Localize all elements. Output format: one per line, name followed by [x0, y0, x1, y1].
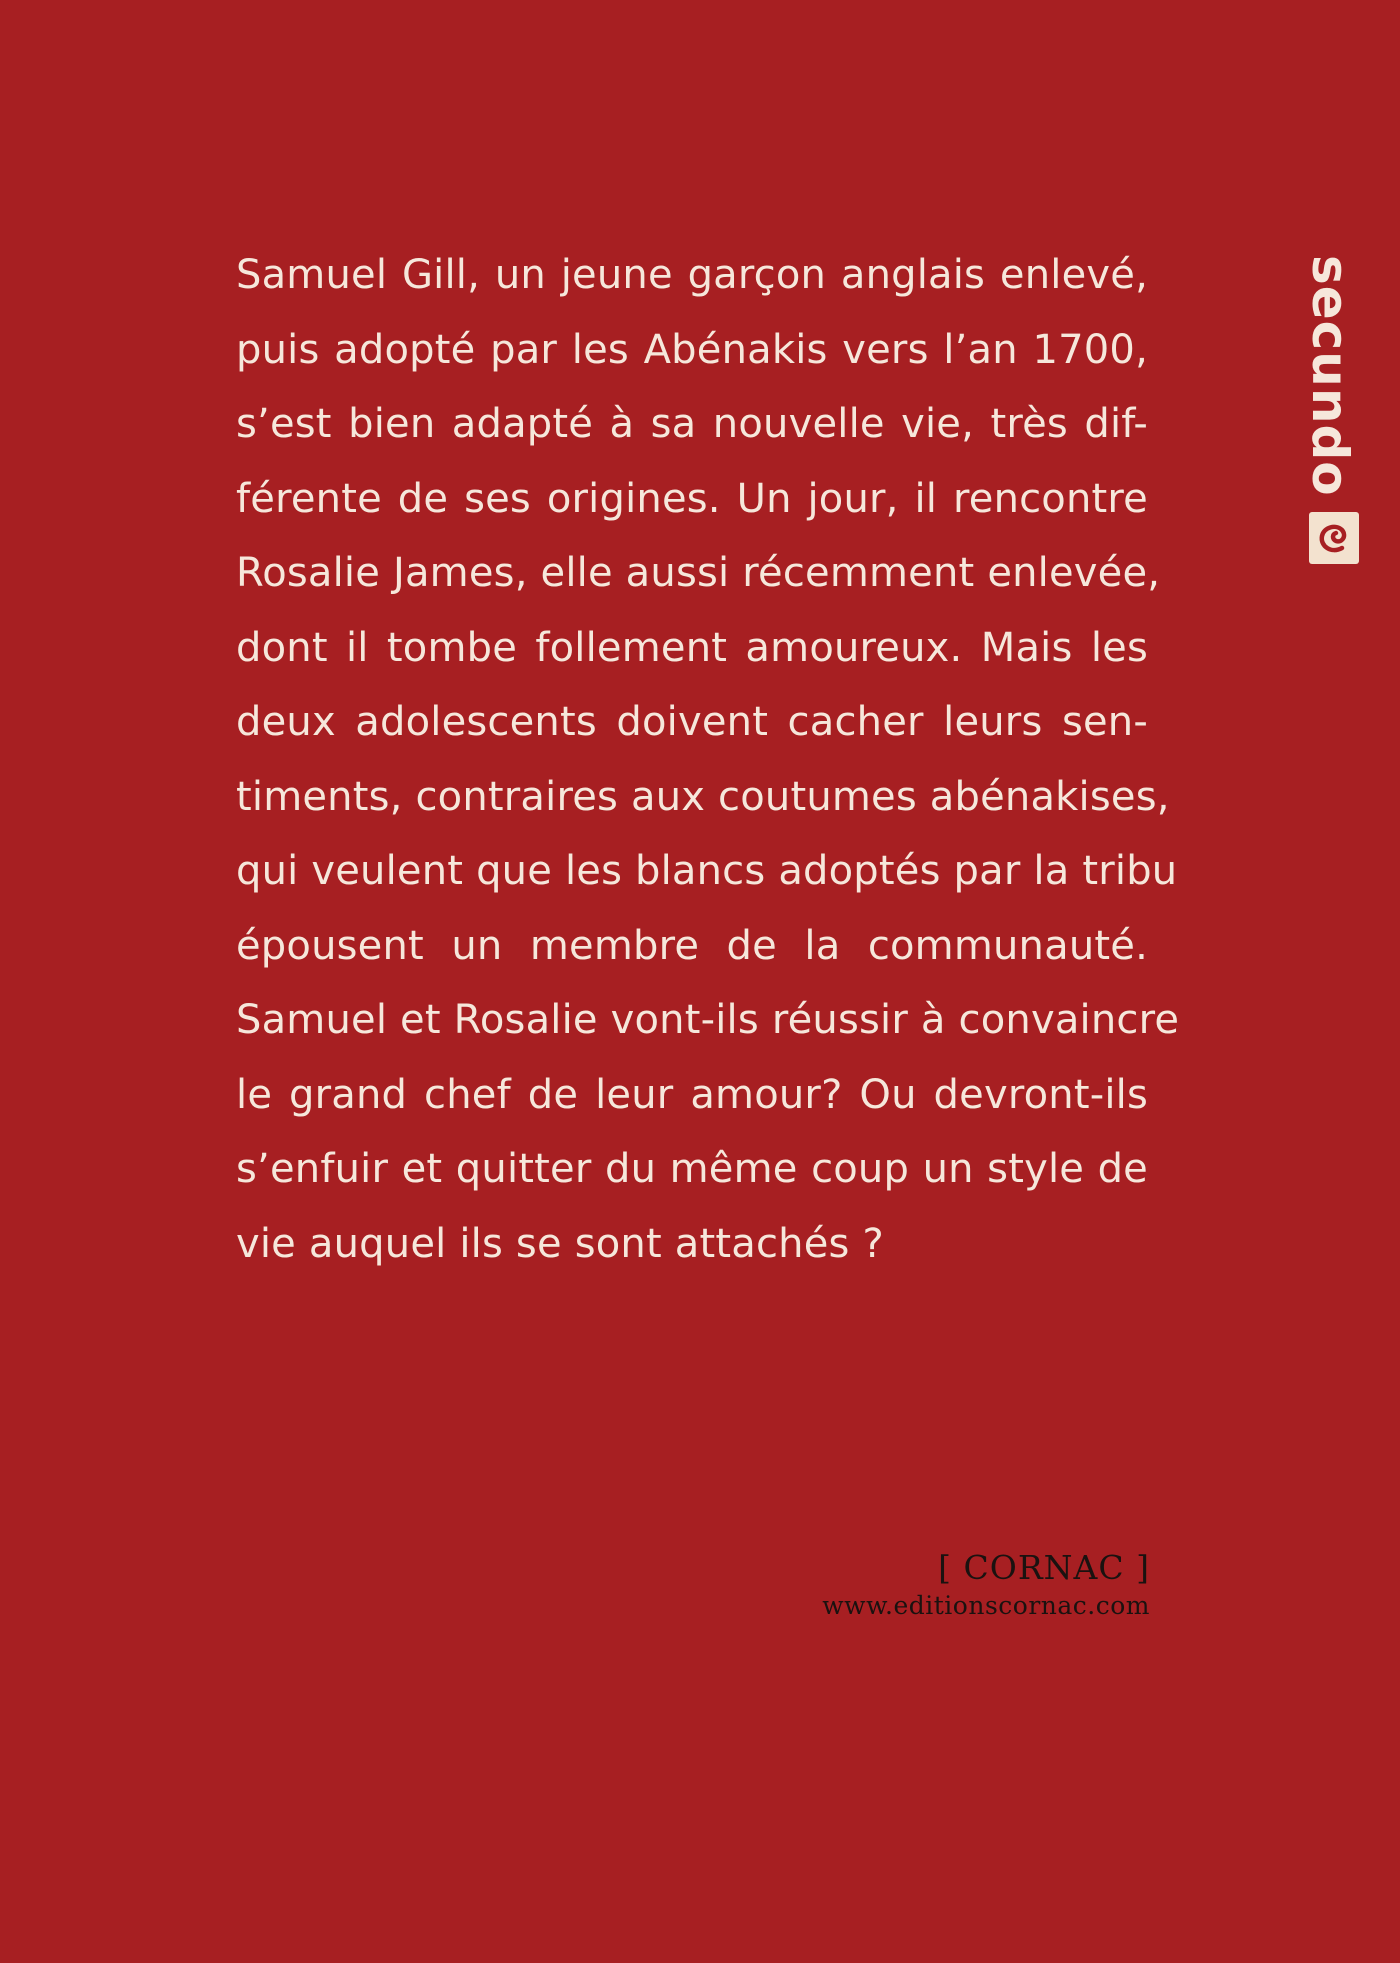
blurb-line: férente de ses origines. Un jour, il rencontre — [236, 475, 1148, 522]
blurb-text — [236, 238, 1180, 1281]
blurb-line: Rosalie James, elle aussi récemment enlevée, — [236, 550, 1161, 596]
collection-name: secundo — [1301, 255, 1359, 497]
blurb-line: Samuel Gill, un jeune garçon anglais enlevé, — [236, 252, 1148, 298]
publisher-url: www.editionscornac.com — [822, 1591, 1150, 1620]
blurb-line: Samuel et Rosalie vont-ils réussir à convaincre — [236, 997, 1180, 1043]
publisher-name: [ CORNAC ] — [938, 1548, 1150, 1587]
blurb-line: vie auquel ils se sont attachés ? — [236, 1220, 884, 1267]
publisher-block — [822, 1547, 1150, 1623]
swirl-icon — [1309, 512, 1359, 564]
blurb-line: s’enfuir et quitter du même coup un style de — [236, 1146, 1148, 1192]
blurb-line: qui veulent que les blancs adoptés par la tribu — [236, 848, 1178, 894]
blurb-line: puis adopté par les Abénakis vers l’an 1700, — [236, 326, 1148, 373]
blurb-line: le grand chef de leur amour? Ou devront-ils — [236, 1071, 1148, 1118]
blurb-line: épousent un membre de la communauté. — [236, 922, 1148, 969]
blurb-line: timents, contraires aux coutumes abénakises, — [236, 773, 1170, 820]
blurb-line: s’est bien adapté à sa nouvelle vie, très dif- — [236, 401, 1148, 447]
blurb-line: deux adolescents doivent cacher leurs sen- — [236, 699, 1148, 745]
blurb-line: dont il tombe follement amoureux. Mais les — [236, 624, 1148, 671]
